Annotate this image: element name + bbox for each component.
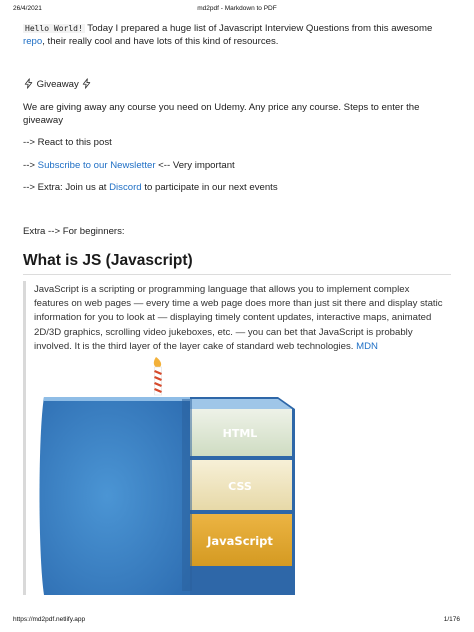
candle-icon	[154, 357, 162, 395]
hello-world-code: Hello World!	[25, 24, 83, 33]
cake-top-edge	[190, 399, 292, 409]
intro-paragraph: Hello World! Today I prepared a huge list of Javascript Interview Questions from this awesome repo, their really cool and have lots of this kind of resources.	[23, 23, 433, 47]
svg-text:JavaScript: JavaScript	[207, 534, 273, 548]
extra-line: Extra --> For beginners:	[23, 226, 125, 237]
cake-layer-html	[188, 409, 292, 456]
mdn-link[interactable]: MDN	[356, 340, 378, 352]
cake-outer-top	[43, 397, 190, 401]
discord-link[interactable]: Discord	[109, 182, 142, 193]
layer-cake-illustration	[30, 355, 310, 595]
print-title: md2pdf - Markdown to PDF	[197, 5, 277, 12]
svg-text:CSS: CSS	[228, 480, 252, 493]
giveaway-title: Giveaway	[23, 78, 453, 91]
cake-layer-javascript	[188, 510, 292, 566]
giveaway-step-react: --> React to this post	[23, 137, 112, 148]
svg-text:HTML: HTML	[222, 427, 258, 440]
footer-page-number: 1/176	[443, 616, 460, 623]
giveaway-description: We are giving away any course you need on Udemy. Any price any course. Steps to enter the giveaway	[23, 102, 420, 126]
section-heading: What is JS (Javascript)	[23, 252, 193, 269]
lightning-icon	[81, 78, 92, 89]
blockquote-bar	[23, 281, 26, 595]
footer-url: https://md2pdf.netlify.app	[13, 616, 86, 623]
blockquote-text: JavaScript is a scripting or programming language that allows you to implement complex features on web pages — every time a web page does more than just sit there and display static information for you to look at — displaying timely content updates, interactive maps, animated 2D/3D graphics, scrolling video jukeboxes, etc. — you can bet that JavaScript is probably involved. It is the third layer of the layer cake of standard web technologies. MDN	[34, 284, 443, 352]
repo-link[interactable]: repo	[23, 36, 43, 47]
giveaway-step-subscribe: --> Subscribe to our Newsletter <-- Very important	[23, 160, 235, 171]
cake-outer-wrap	[40, 397, 191, 595]
giveaway-step-discord: --> Extra: Join us at Discord to participate in our next events	[23, 182, 278, 193]
print-date: 26/4/2021	[13, 5, 42, 12]
cake-layer-css	[188, 456, 292, 510]
newsletter-link[interactable]: Subscribe to our Newsletter	[37, 160, 156, 171]
heading-divider	[23, 274, 451, 275]
lightning-icon	[23, 78, 34, 89]
